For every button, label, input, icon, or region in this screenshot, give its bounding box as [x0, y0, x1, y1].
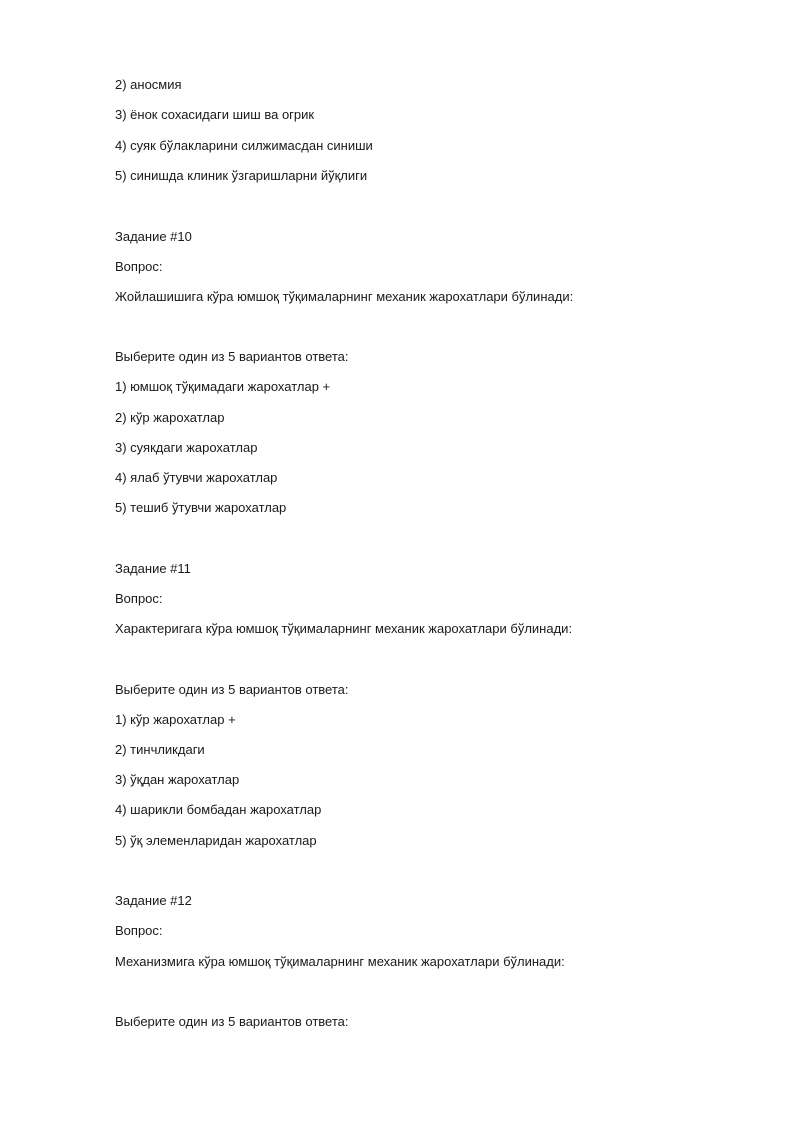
- answer-option: 5) ўқ элеменларидан жарохатлар: [115, 833, 317, 848]
- task-header: Задание #12: [115, 893, 192, 908]
- answer-option: 3) ўқдан жарохатлар: [115, 772, 240, 787]
- answer-option: 4) ялаб ўтувчи жарохатлар: [115, 470, 278, 485]
- answer-option: 5) тешиб ўтувчи жарохатлар: [115, 500, 287, 515]
- answer-option: 4) суяк бўлакларини силжимасдан синиши: [115, 138, 373, 153]
- answer-option: 3) суякдаги жарохатлар: [115, 440, 258, 455]
- answer-option: 1) юмшоқ тўқимадаги жарохатлар +: [115, 379, 331, 394]
- answer-instruction: Выберите один из 5 вариантов ответа:: [115, 349, 349, 364]
- question-label: Вопрос:: [115, 259, 163, 274]
- answer-option: 3) ёнок сохасидаги шиш ва огрик: [115, 107, 315, 122]
- question-text: Характеригага кўра юмшоқ тўқималарнинг механик жарохатлари бўлинади:: [115, 621, 573, 636]
- task-header: Задание #11: [115, 561, 191, 576]
- question-text: Жойлашишига кўра юмшоқ тўқималарнинг механик жарохатлари бўлинади:: [115, 289, 574, 304]
- answer-option: 1) кўр жарохатлар +: [115, 712, 236, 727]
- task-header: Задание #10: [115, 229, 192, 244]
- answer-option: 2) тинчликдаги: [115, 742, 205, 757]
- answer-option: 2) аносмия: [115, 77, 182, 92]
- question-label: Вопрос:: [115, 923, 163, 938]
- answer-option: 5) синишда клиник ўзгаришларни йўқлиги: [115, 168, 368, 183]
- question-label: Вопрос:: [115, 591, 163, 606]
- answer-instruction: Выберите один из 5 вариантов ответа:: [115, 1014, 349, 1029]
- answer-instruction: Выберите один из 5 вариантов ответа:: [115, 682, 349, 697]
- question-text: Механизмига кўра юмшоқ тўқималарнинг механик жарохатлари бўлинади:: [115, 954, 565, 969]
- answer-option: 4) шарикли бомбадан жарохатлар: [115, 802, 322, 817]
- answer-option: 2) кўр жарохатлар: [115, 410, 225, 425]
